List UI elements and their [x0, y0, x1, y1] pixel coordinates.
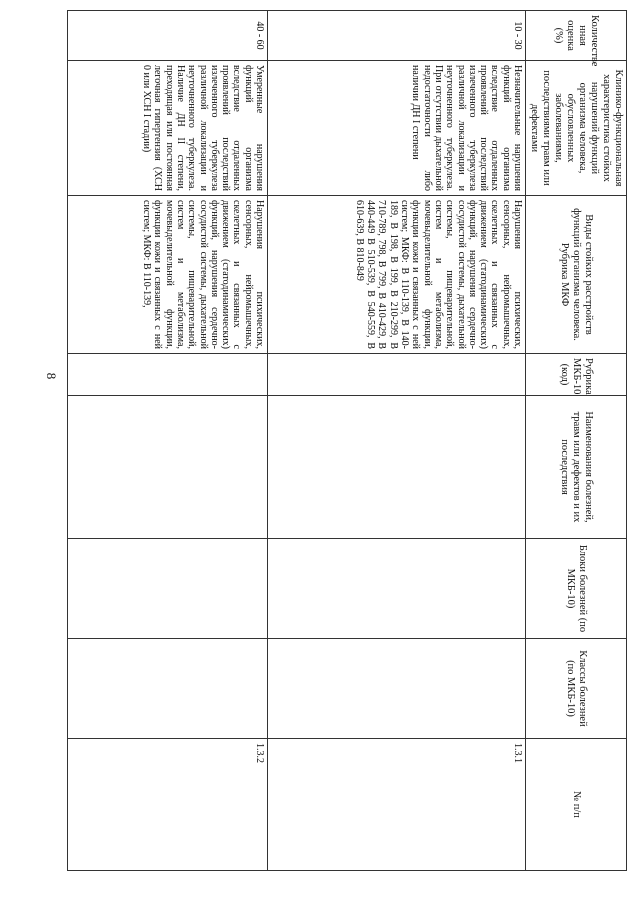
icd-code-cell — [268, 354, 526, 396]
number-cell: 1.3.1 — [268, 739, 526, 871]
blocks-cell — [68, 539, 268, 639]
disability-criteria-table — [67, 10, 627, 871]
blocks-cell — [268, 539, 526, 639]
classes-cell — [68, 639, 268, 739]
disease-name-cell — [68, 396, 268, 539]
types-cell: Нарушения психических, сенсорных, нейромышечных, скелетных и связанных с движением (статодинамических) функций, нарушения сердечно-сосудистой системы, дыхательной системы, пищеварительной, систем и метаболизма, мочевыделительной функции, функции кожи и связанных с ней систем; МКФ: В 110-139, — [68, 196, 268, 354]
header-types: Виды стойких расстройств функций организма человека. Рубрика МКФ — [526, 196, 627, 354]
number-cell: 1.3.2 — [68, 739, 268, 871]
table-row — [268, 11, 526, 871]
score-cell: 40 - 60 — [68, 11, 268, 61]
header-blocks: Блоки болезней (по МКБ-10) — [526, 539, 627, 639]
header-clinical: Клинико-функциональная характеристика стойких нарушений функций организма человека, обусловленных заболеваниями, последствиями травм или дефектами — [526, 61, 627, 196]
icd-code-cell — [68, 354, 268, 396]
header-row — [526, 11, 627, 871]
header-classes: Классы болезней (по МКБ-10) — [526, 639, 627, 739]
page-number: 8 — [44, 372, 59, 380]
header-icd-code: Рубрика МКБ-10 (код) — [526, 354, 627, 396]
score-cell: 10 - 30 — [268, 11, 526, 61]
header-disease-name: Наименования болезней, травм или дефектов и их последствия — [526, 396, 627, 539]
header-number: № п/п — [526, 739, 627, 871]
header-score: Количестве нная оценка (%) — [526, 11, 627, 61]
table-row — [68, 11, 268, 871]
classes-cell — [268, 639, 526, 739]
clinical-cell: Незначительные нарушения функций организма вследствие отдаленных проявлений последствий излеченного туберкулеза различной локализации и неуточненного туберкулеза. При отсутствии дыхательной недостаточности либо наличии ДН I степени — [268, 61, 526, 196]
clinical-cell: Умеренные нарушения функций организма вследствие отдаленных проявлений последствий излеченного туберкулеза различной локализации и неуточненного туберкулеза. Наличие ДН II степени, преходящая или постоянная легочная гипертензия (ХСН 0 или ХСН I стадии) — [68, 61, 268, 196]
types-cell: Нарушения психических, сенсорных, нейромышечных, скелетных и связанных с движением (статодинамических) функций, нарушения сердечно-сосудистой системы, дыхательной системы, пищеварительной, систем и метаболизма, мочевыделительной функции, функции кожи и связанных с ней систем; МКФ: В 110-139, В 140-189, В 198, В 199, В 210-299, В 710-789, 798, В 799, В 410-429, В 440-449 В 510-539, В 540-559, В 610-639, В 810-849 — [268, 196, 526, 354]
rotated-page — [87, 10, 627, 870]
disease-name-cell — [268, 396, 526, 539]
